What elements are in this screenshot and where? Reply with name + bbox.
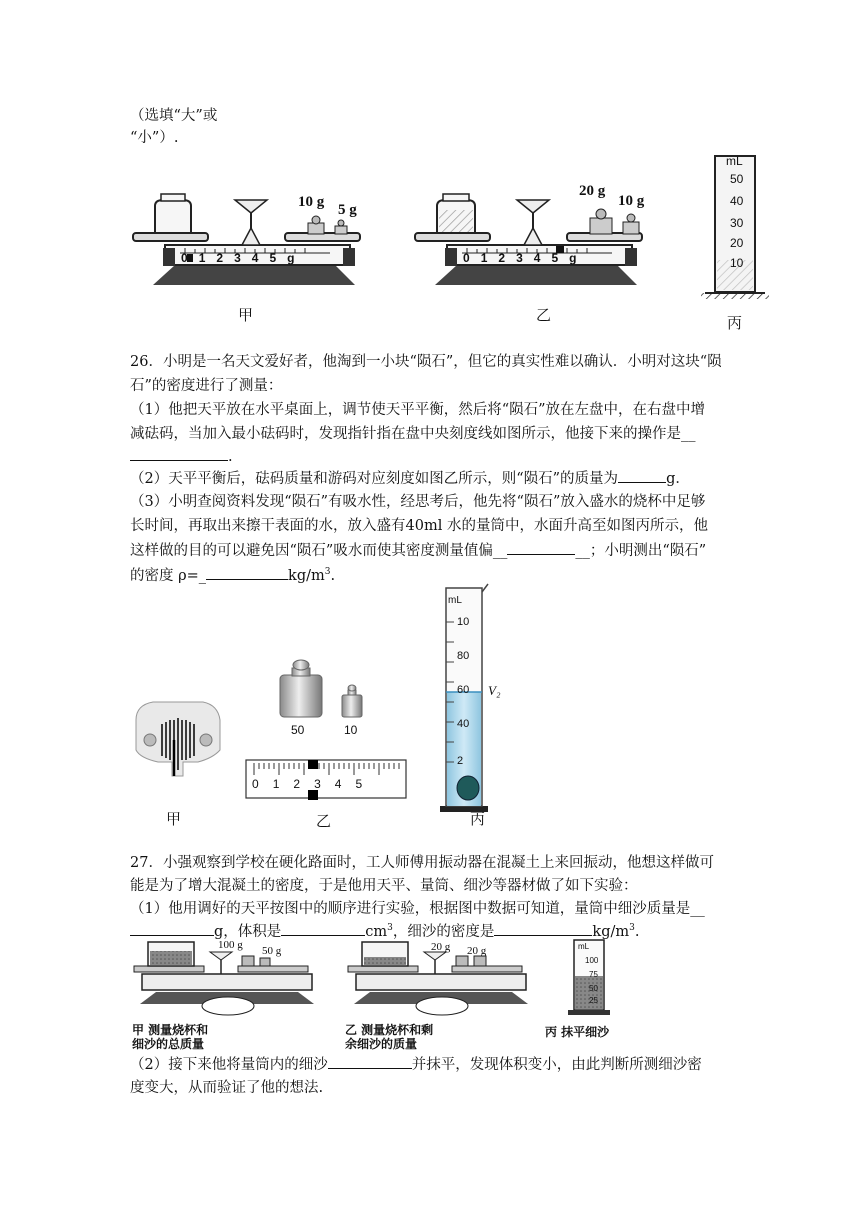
cylinder-tick-40: 40 bbox=[730, 194, 744, 208]
weights-50-10 bbox=[280, 660, 362, 717]
scale-2: 2 bbox=[216, 251, 235, 265]
q27-line-4-text-a: g，体积是 bbox=[214, 923, 282, 940]
answer-blank-sand-mass[interactable] bbox=[130, 921, 214, 936]
scale-labels-jia bbox=[181, 251, 305, 265]
caption-jia-q27 bbox=[132, 1023, 208, 1051]
caption-bing: 丙 bbox=[727, 314, 743, 332]
q27-line-3-text: （1）他用调好的天平按图中的顺序进行实验，根据图中数据可知道，量筒中细沙质量是 bbox=[130, 901, 691, 917]
q26-line-9-blank-b: __ bbox=[575, 543, 590, 559]
caption-jia-line-2: 细沙的总质量 bbox=[132, 1037, 205, 1051]
balance-jia-q27 bbox=[134, 942, 314, 1015]
caption-yi-q26: 乙 bbox=[316, 812, 332, 830]
cylinder-tick-20: 20 bbox=[730, 236, 744, 250]
weight-label-5g: 5 g bbox=[338, 202, 357, 218]
q26-line-10-blank-a: _ bbox=[198, 567, 207, 584]
caption-jia-q26: 甲 bbox=[166, 810, 182, 828]
q26-line-6-unit: g． bbox=[666, 471, 690, 487]
q26-line-9-blank-a: __ bbox=[492, 543, 508, 559]
q26-line-9 bbox=[130, 540, 750, 561]
balance-yi bbox=[415, 193, 645, 285]
cylinder-tick-20: 2 bbox=[457, 755, 464, 767]
scale-0: 0 bbox=[463, 251, 481, 265]
q26-line-4 bbox=[130, 424, 750, 444]
q26-line-9-tail: ；小明测出“陨石” bbox=[589, 543, 707, 559]
scale-4: 4 bbox=[251, 251, 270, 265]
scale-2: 2 bbox=[498, 251, 517, 265]
weight-label-10: 10 bbox=[344, 723, 358, 737]
q27-line-4-sup-a: 3 bbox=[387, 923, 393, 933]
q26-line-10-unit: kg/m bbox=[288, 567, 325, 584]
scale-5: 5 bbox=[355, 777, 377, 791]
q26-line-1: 26．小明是一名天文爱好者，他淘到一小块“陨石”，但它的真实性难以确认．小明对这块“陨 bbox=[130, 354, 722, 370]
q27-line-4-sup-b: 3 bbox=[629, 923, 635, 933]
scale-3: 3 bbox=[516, 251, 534, 265]
answer-blank-operation[interactable] bbox=[130, 446, 228, 461]
caption-yi: 乙 bbox=[536, 306, 552, 324]
caption-bing-q27: 丙 抹平细沙 bbox=[545, 1025, 610, 1039]
q27-line-3-blank: __ bbox=[690, 901, 705, 917]
cylinder-tick-75-q27: 75 bbox=[589, 970, 598, 979]
scale-labels-yi bbox=[463, 251, 587, 265]
volume-label-v2: V₂ bbox=[488, 683, 501, 698]
cylinder-tick-100: 10 bbox=[457, 616, 470, 628]
scale-0: 0 bbox=[181, 251, 199, 265]
intro-line-1: （选填“大”或 bbox=[130, 108, 218, 124]
scale-4: 4 bbox=[533, 251, 552, 265]
weight-label-100g: 100 g bbox=[218, 939, 243, 951]
caption-yi-line-1: 乙 测量烧杯和剩 bbox=[345, 1023, 434, 1037]
q26-line-2: 石”的密度进行了测量： bbox=[130, 378, 283, 394]
caption-jia: 甲 bbox=[238, 306, 254, 324]
caption-bing-q26: 丙 bbox=[470, 810, 486, 828]
cylinder-unit-q27: mL bbox=[578, 942, 590, 951]
scale-1: 1 bbox=[272, 777, 294, 791]
scale-4: 4 bbox=[334, 777, 356, 791]
q26-line-9-text: 这样做的目的可以避免因“陨石”吸水而使其密度测量值偏 bbox=[130, 543, 493, 559]
scale-1: 1 bbox=[480, 251, 499, 265]
weight-label-10g: 10 g bbox=[298, 194, 325, 210]
caption-yi-line-2: 余细沙的质量 bbox=[345, 1037, 418, 1051]
q27-line-3 bbox=[130, 899, 750, 919]
balance-jia bbox=[133, 194, 360, 285]
q27-line-4-end: . bbox=[634, 923, 640, 940]
scale-5: 5g bbox=[551, 251, 588, 265]
weight-label-50: 50 bbox=[291, 723, 305, 737]
pointer-dial-jia bbox=[136, 702, 220, 776]
q27-line-5-text-a: （2）接下来他将量筒内的细沙 bbox=[130, 1057, 328, 1073]
scale-3: 3 bbox=[234, 251, 252, 265]
weight-label-10g-b: 10 g bbox=[618, 193, 645, 209]
q26-line-7: （3）小明查阅资料发现“陨石”有吸水性，经思考后，他先将“陨石”放入盛水的烧杯中足够 bbox=[130, 494, 706, 510]
q27-line-4-unit-a: cm bbox=[365, 923, 388, 940]
q26-line-6 bbox=[130, 468, 750, 489]
q26-line-4-blank: __ bbox=[681, 426, 696, 442]
cylinder-unit: mL bbox=[726, 154, 743, 168]
caption-yi-q27 bbox=[345, 1023, 433, 1051]
cylinder-tick-40: 40 bbox=[457, 718, 470, 730]
q26-line-4-text: 减砝码，当加入最小砝码时，发现指针指在盘中央刻度线如图所示，他接下来的操作是 bbox=[130, 426, 681, 442]
q27-line-4-text-b: ，细沙的密度是 bbox=[392, 923, 495, 940]
answer-blank-mass[interactable] bbox=[618, 468, 666, 483]
q27-line-4-unit-b: kg/m bbox=[592, 923, 630, 940]
q26-line-5-end: . bbox=[228, 449, 233, 465]
q26-line-6-text: （2）天平平衡后，砝码质量和游码对应刻度如图乙所示，则“陨石”的质量为 bbox=[130, 471, 619, 487]
cylinder-tick-100-q27: 100 bbox=[585, 956, 599, 965]
scale-5: 5g bbox=[269, 251, 306, 265]
cylinder-tick-50: 50 bbox=[730, 172, 744, 186]
rider-scale-labels bbox=[252, 777, 376, 791]
cylinder-tick-80: 80 bbox=[457, 650, 470, 662]
scale-2: 2 bbox=[293, 777, 315, 791]
weight-label-50g: 50 g bbox=[262, 945, 282, 957]
scale-3: 3 bbox=[314, 777, 335, 791]
q27-line-1: 27．小强观察到学校在硬化路面时，工人师傅用振动器在混凝土上来回振动，他想这样做可 bbox=[130, 855, 714, 871]
q27-line-6: 度变大，从而验证了他的想法. bbox=[130, 1080, 324, 1096]
weight-label-20g-a: 20 g bbox=[431, 941, 451, 953]
q26-line-10-sup: 3 bbox=[324, 567, 331, 577]
cylinder-tick-30: 30 bbox=[730, 216, 744, 230]
q27-line-2: 能是为了增大混凝土的密度，于是他用天平、量筒、细沙等器材做了如下实验： bbox=[130, 878, 638, 894]
q27-line-5-text-b: 并抹平，发现体积变小，由此判断所测细沙密 bbox=[411, 1057, 702, 1073]
answer-blank-bias[interactable] bbox=[507, 540, 575, 555]
q26-line-5 bbox=[130, 446, 750, 467]
cylinder-unit-q26: mL bbox=[448, 595, 462, 606]
answer-blank-action[interactable] bbox=[328, 1054, 412, 1069]
caption-jia-line-1: 甲 测量烧杯和 bbox=[132, 1023, 209, 1037]
scale-0: 0 bbox=[252, 777, 273, 791]
q26-line-8: 长时间，再取出来擦干表面的水，放入盛有40ml 水的量筒中，水面升高至如图丙所示，他 bbox=[130, 518, 708, 534]
scale-1: 1 bbox=[198, 251, 217, 265]
q26-line-3: （1）他把天平放在水平桌面上，调节使天平平衡，然后将“陨石”放在左盘中，在右盘中增 bbox=[130, 402, 706, 418]
q26-line-10-text: 的密度 ρ= bbox=[130, 567, 199, 584]
answer-blank-volume[interactable] bbox=[281, 921, 365, 936]
answer-blank-density[interactable] bbox=[206, 565, 288, 580]
cylinder-tick-25-q27: 25 bbox=[589, 996, 598, 1005]
intro-line-2: “小”）. bbox=[130, 130, 179, 146]
q26-line-10-end: . bbox=[330, 567, 336, 584]
cylinder-tick-10: 10 bbox=[730, 256, 744, 270]
cylinder-tick-60: 60 bbox=[457, 684, 470, 696]
q27-line-5 bbox=[130, 1054, 750, 1075]
answer-blank-sand-density[interactable] bbox=[494, 921, 592, 936]
cylinder-tick-50-q27: 50 bbox=[589, 984, 598, 993]
weight-label-20g-b: 20 g bbox=[467, 945, 487, 957]
weight-label-20g: 20 g bbox=[579, 183, 606, 199]
balance-figure-q25 bbox=[125, 150, 775, 335]
